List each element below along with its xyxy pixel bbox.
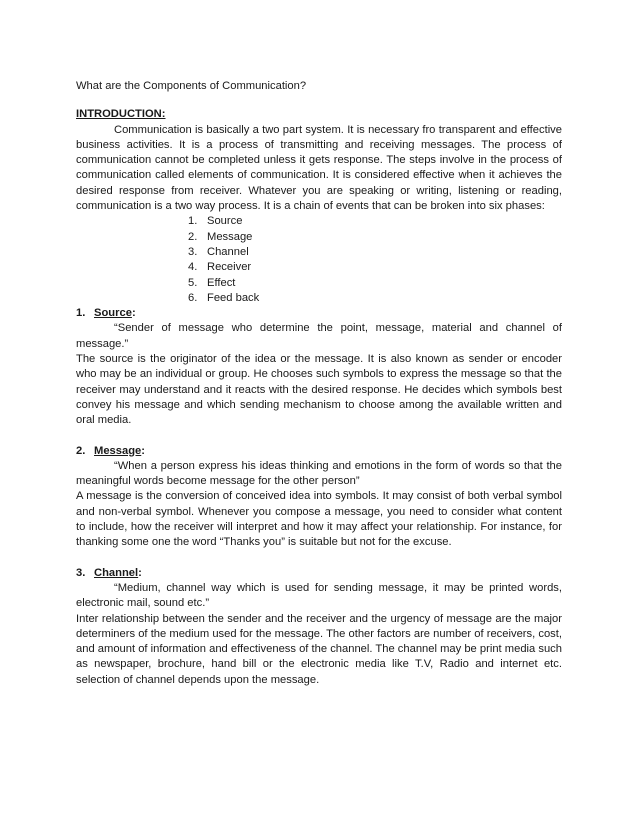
section-heading-source: 1. Source: [76,307,136,320]
list-item: 6. Feed back [188,291,260,304]
section-quote: “Medium, channel way which is used for sending message, it may be printed words, electronic mail, sound etc.” [76,581,562,610]
list-item: 2. Message [188,230,253,243]
phase-label: Receiver [207,261,252,274]
spacer [76,429,562,444]
intro-heading: INTRODUCTION: [76,108,166,121]
phase-label: Source [207,215,243,228]
phases-list [76,214,562,306]
phase-label: Message [207,230,253,243]
document-title: What are the Components of Communication? [76,80,307,92]
section-paragraph: A message is the conversion of conceived idea into symbols. It may consist of both verbal symbol and non-verbal symbol. Whenever you compose a message, you need to consider what content to include, how the receiver will interpret and how it may affect your relationship. For instance, for thanking some one the word “Thanks you” is suitable but not for the excuse. [76,490,562,549]
list-item: 4. Receiver [188,261,252,274]
spacer [76,551,562,566]
phase-label: Feed back [207,291,260,304]
section-quote: “When a person express his ideas thinking and emotions in the form of words so that the meaningful words become message for the other person” [76,459,562,488]
section-quote: “Sender of message who determine the point, message, material and channel of message.” [76,322,562,350]
list-item: 5. Effect [188,276,236,289]
document-body [76,79,562,688]
phase-label: Channel [207,245,249,258]
section-paragraph: The source is the originator of the idea or the message. It is also known as sender or encoder who may be an individual or group. He chooses such symbols to express the message so that the receiver may understand and it reacts with the desired response. He decides which symbols best convey his message and which sending mechanism to choose among the available written and oral media. [76,353,562,427]
section-paragraph: Inter relationship between the sender and the receiver and the urgency of message are the major determiners of the medium used for the message. The other factors are number of receivers, cost, and amount of information and effectiveness of the channel. The channel may be print media such as newspaper, brochure, hand bill or the electronic media like T.V, Radio and internet etc. selection of channel depends upon the message. [76,612,562,686]
section-heading-channel: 3. Channel: [76,566,142,579]
section-heading-message: 2. Message: [76,444,145,457]
list-item: 3. Channel [188,245,249,258]
list-item: 1. Source [188,215,243,228]
phase-label: Effect [207,276,236,289]
intro-paragraph: Communication is basically a two part system. It is necessary fro transparent and effective business activities. It is a process of transmitting and receiving messages. The process of communication cannot be completed unless it gets response. The steps involve in the process of communication called elements of communication. It is considered effective when it achieves the desired response from receiver. Whatever you are speaking or writing, listening or reading, communication is a two way process. It is a chain of events that can be broken into six phases: [76,123,562,213]
